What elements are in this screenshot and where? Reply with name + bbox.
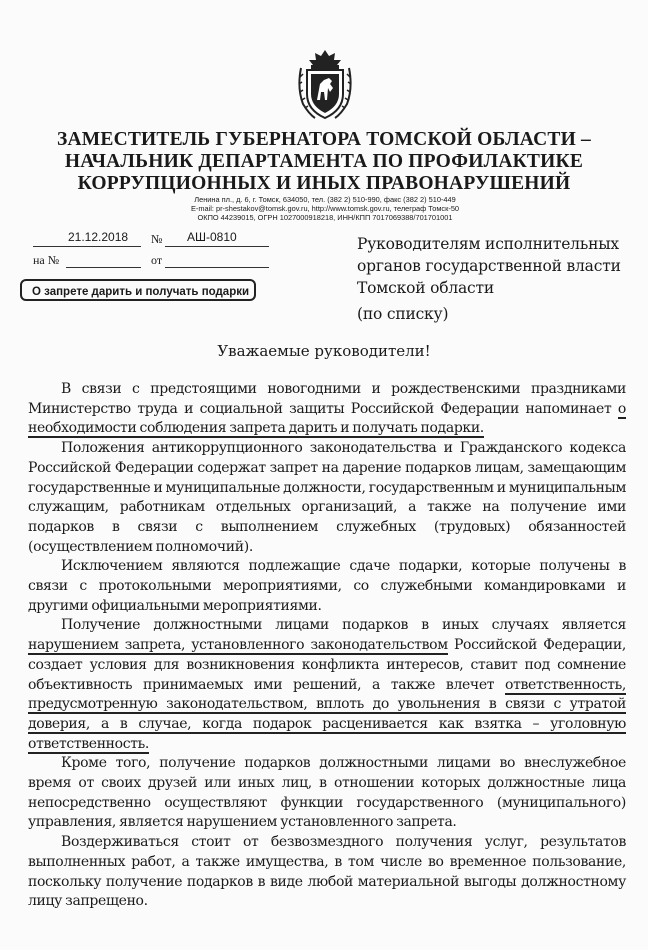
letter-date: 21.12.2018 xyxy=(68,230,129,244)
paragraph-3: Исключением являются подлежащие сдаче подарки, которые получены в связи с протокольными мероприятиями, со служебными командировками и другими официальными мероприятиями. xyxy=(28,558,626,614)
address-line-2: E-mail: pr-shestakov@tomsk.gov.ru, http://www.tomsk.gov.ru, телеграф Томск-50 xyxy=(190,204,460,213)
recipient-line-4: (по списку) xyxy=(357,305,449,323)
letter-body xyxy=(28,380,626,912)
ref-number-label: на № xyxy=(33,253,60,267)
number-label: № xyxy=(151,232,163,246)
ref-date-label: от xyxy=(151,253,163,267)
underlined-phrase-3: ответственность, предусмотренную законодательством, вплоть до увольнения в связи с утратой доверия, а в случае, когда подарок расценивается как взятка – уголовную ответственность. xyxy=(28,676,626,752)
paragraph-6: Воздерживаться стоит от безвозмездного получения услуг, результатов выполненных работ, а также имущества, в том числе во временное пользование, поскольку получение подарков в виде любой материальной выгоды должностному лицу запрещено. xyxy=(28,834,626,910)
subject-box: О запрете дарить и получать подарки xyxy=(20,279,256,301)
underlined-phrase-1: о необходимости соблюдения запрета дарить и получать подарки. xyxy=(28,400,626,437)
letter-number: АШ-0810 xyxy=(187,230,237,244)
header-line-2: НАЧАЛЬНИК ДЕПАРТАМЕНТА ПО ПРОФИЛАКТИКЕ xyxy=(64,151,584,172)
address-line-1: Ленина пл., д. 6, г. Томск, 634050, тел. (382 2) 510-990, факс (382 2) 510-449 xyxy=(194,195,456,204)
tomsk-coat-of-arms-icon xyxy=(297,48,353,122)
address-line-3: ОКПО 44239015, ОГРН 1027000918218, ИНН/КПП 7017069388/701701001 xyxy=(197,213,453,222)
header-line-1: ЗАМЕСТИТЕЛЬ ГУБЕРНАТОРА ТОМСКОЙ ОБЛАСТИ – xyxy=(56,129,591,150)
paragraph-5: Кроме того, получение подарков должностными лицами во внеслужебное время от своих друзей или иных лиц, в отношении которых должностные лица непосредственно осуществляют функции государственного (муниципального) управления, является нарушением установленного запрета. xyxy=(28,755,626,831)
paragraph-2: Положения антикоррупционного законодательства и Гражданского кодекса Российской Федерации содержат запрет на дарение подарков лицам, замещающим государственные и муниципальные должности, государственным и муниципальным служащим, работникам отдельных организаций, а также на получение ими подарков в связи с выполнением служебных (трудовых) обязанностей (осуществлением полномочий). xyxy=(28,440,626,555)
recipient-line-3: Томской области xyxy=(357,279,495,297)
recipient-line-1: Руководителям исполнительных xyxy=(357,235,619,253)
paragraph-4: Получение должностными лицами подарков в иных случаях является нарушением запрета, установленного законодательством Российской Федерации, создает условия для возникновения конфликта интересов, ставит под сомнение объективность принимаемых ими решений, а также влечет ответственность, предусмотренную законодательством, вплоть до увольнения в связи с утратой доверия, а в случае, когда подарок расценивается как взятка – уголовную ответственность. xyxy=(28,617,626,752)
recipient-line-2: органов государственной власти xyxy=(357,257,621,275)
greeting: Уважаемые руководители! xyxy=(217,342,431,360)
underlined-phrase-2: нарушением запрета, установленного законодательством xyxy=(28,637,448,654)
header-line-3: КОРРУПЦИОННЫХ И ИНЫХ ПРАВОНАРУШЕНИЙ xyxy=(77,173,571,194)
paragraph-1: В связи с предстоящими новогодними и рождественскими праздниками Министерство труда и социальной защиты Российской Федерации напоминает о необходимости соблюдения запрета дарить и получать подарки. xyxy=(28,381,626,437)
